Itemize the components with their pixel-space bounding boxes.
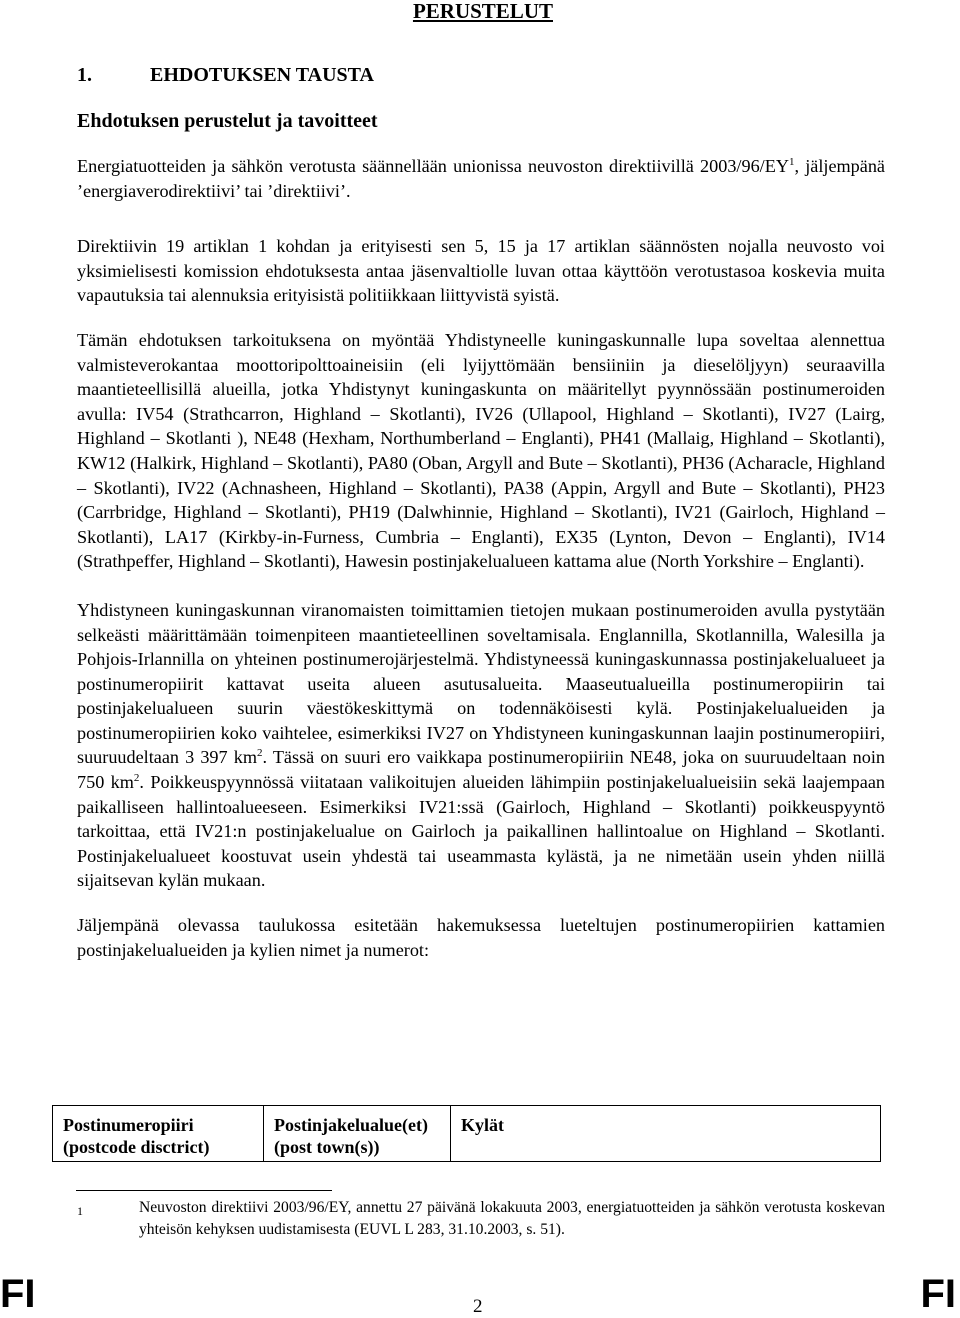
footnote-reference[interactable]: 1	[788, 155, 795, 168]
paragraph-4-text-c: . Poikkeuspyynnössä viitataan valikoitujen alueiden lähimpiin postinjakelualueisiin sekä laajempaan paikalliseen hallintoalueeseen. Esimerkiksi IV21:ssä (Gairloch, Highland – Skotlanti) poikkeuspyyntö tarkoittaa, että IV21:n postinjakelualue on Gairloch ja paikallinen hallintoalue on Highland – Skotlanti. Postinjakelualueet koostuvat usein yhdestä tai useammasta kylästä, ja ne nimetään usein yhden niillä sijaitsevan kylän mukaan.	[77, 772, 885, 891]
footnote	[77, 1197, 885, 1241]
footnote-divider	[76, 1190, 332, 1191]
main-content	[77, 62, 885, 982]
postcode-table	[52, 1105, 881, 1162]
paragraph-5: Jäljempänä olevassa taulukossa esitetään hakemuksessa lueteltujen postinumeropiirien kattamien postinjakelualueiden ja kylien nimet ja numerot:	[77, 915, 885, 960]
header-line: (postcode disctrict)	[63, 1137, 210, 1157]
paragraph-1-text-a: Energiatuotteiden ja sähkön verotusta säännellään unionissa neuvoston direktiivillä 2003/96/EY	[77, 156, 789, 176]
table-header-row	[53, 1106, 881, 1162]
footer-language-left: FI	[0, 1272, 36, 1316]
section-number: 1.	[77, 64, 92, 86]
header-line: Postinjakelualue(et)	[274, 1115, 428, 1135]
page-header-title: PERUSTELUT	[412, 0, 553, 23]
table-header-villages	[451, 1106, 881, 1162]
superscript-2b: 2	[133, 772, 140, 784]
footer-language-right: FI	[920, 1272, 956, 1316]
footnote-text: Neuvoston direktiivi 2003/96/EY, annettu 27 päivänä lokakuuta 2003, energiatuotteiden ja sähkön verotusta koskevan yhteisön kehyksen uudistamisesta (EUVL L 283, 31.10.2003, s. 51).	[139, 1199, 885, 1238]
paragraph-1	[77, 154, 885, 203]
paragraph-3: Tämän ehdotuksen tarkoituksena on myöntää Yhdistyneelle kuningaskunnalle lupa soveltaa alennettua valmisteverokantaa moottoripolttoaineisiin (eli lyijyttömään bensiiniin ja dieselöljyyn) seuraavilla maantieteellisillä alueilla, jotka Yhdistynyt kuningaskunta on määritellyt pyynnössään postinumeroiden avulla: IV54 (Strathcarron, Highland – Skotlanti), IV26 (Ullapool, Highland – Skotlanti), IV27 (Lairg, Highland – Skotlanti ), NE48 (Hexham, Northumberland – Englanti), PH41 (Mallaig, Highland – Skotlanti), KW12 (Halkirk, Highland – Skotlanti), PA80 (Oban, Argyll and Bute – Skotlanti), PH36 (Acharacle, Highland – Skotlanti), IV22 (Achnasheen, Highland – Skotlanti), PA38 (Appin, Argyll and Bute – Skotlanti), PH23 (Carrbridge, Highland – Skotlanti), PH19 (Dalwhinnie, Highland – Skotlanti), IV21 (Gairloch, Highland – Skotlanti), LA17 (Kirkby-in-Furness, Cumbria – Englanti), EX35 (Lynton, Devon – Englanti), IV14 (Strathpeffer, Highland – Skotlanti), Hawesin postinjakelualueen kattama alue (North Yorkshire – Englanti).	[77, 329, 885, 572]
section-title: EHDOTUKSEN TAUSTA	[150, 64, 374, 86]
header-line: (post town(s))	[274, 1137, 380, 1157]
paragraph-2: Direktiivin 19 artiklan 1 kohdan ja erityisesti sen 5, 15 ja 17 artiklan säännösten nojalla neuvosto voi yksimielisesti komission ehdotuksesta antaa jäsenvaltiolle luvan ottaa käyttöön verotustasoa koskevia muita vapautuksia tai alennuksia erityisistä politiikkaan liittyvistä syistä.	[77, 236, 885, 306]
page-number: 2	[473, 1296, 483, 1317]
paragraph-4	[77, 598, 885, 893]
footnote-mark: 1	[77, 1204, 83, 1218]
table-header-post-town	[264, 1106, 451, 1162]
subsection-heading: Ehdotuksen perustelut ja tavoitteet	[77, 110, 378, 132]
section-heading	[77, 62, 885, 88]
paragraph-1-text-b: , jäljempänä ’energiaverodirektiivi’ tai ’direktiivi’.	[77, 156, 886, 201]
paragraph-4-text-b: . Tässä on suuri ero vaikkapa postinumeropiiriin NE48, joka on suuruudeltaan noin 750 km	[77, 747, 886, 793]
header-line: Postinumeropiiri	[63, 1115, 194, 1135]
superscript-2: 2	[256, 747, 263, 760]
paragraph-4-text-a: Yhdistyneen kuningaskunnan viranomaisten toimittamien tietojen mukaan postinumeroiden avulla pystytään selkeästi määrittämään toimenpiteen maantieteellinen soveltamisala. Englannilla, Skotlannilla, Walesilla ja Pohjois-Irlannilla on yhteinen postinumerojärjestelmä. Yhdistyneessä kuningaskunnassa postinjakelualueet ja postinumeropiirit kattavat useita alueen asutusalueita. Maaseutualueilla postinumeropiirin tai postinjakelualueen suurin väestökeskittymä on todennäköisesti kylä. Postinjakelualueiden ja postinumeropiirien koko vaihtelee, esimerkiksi IV27 on Yhdistyneen kuningaskunnan laajin postinumeropiiri, suuruudeltaan 3 397 km	[77, 599, 885, 768]
header-line: Kylät	[461, 1115, 504, 1135]
table-header-postcode	[53, 1106, 264, 1162]
